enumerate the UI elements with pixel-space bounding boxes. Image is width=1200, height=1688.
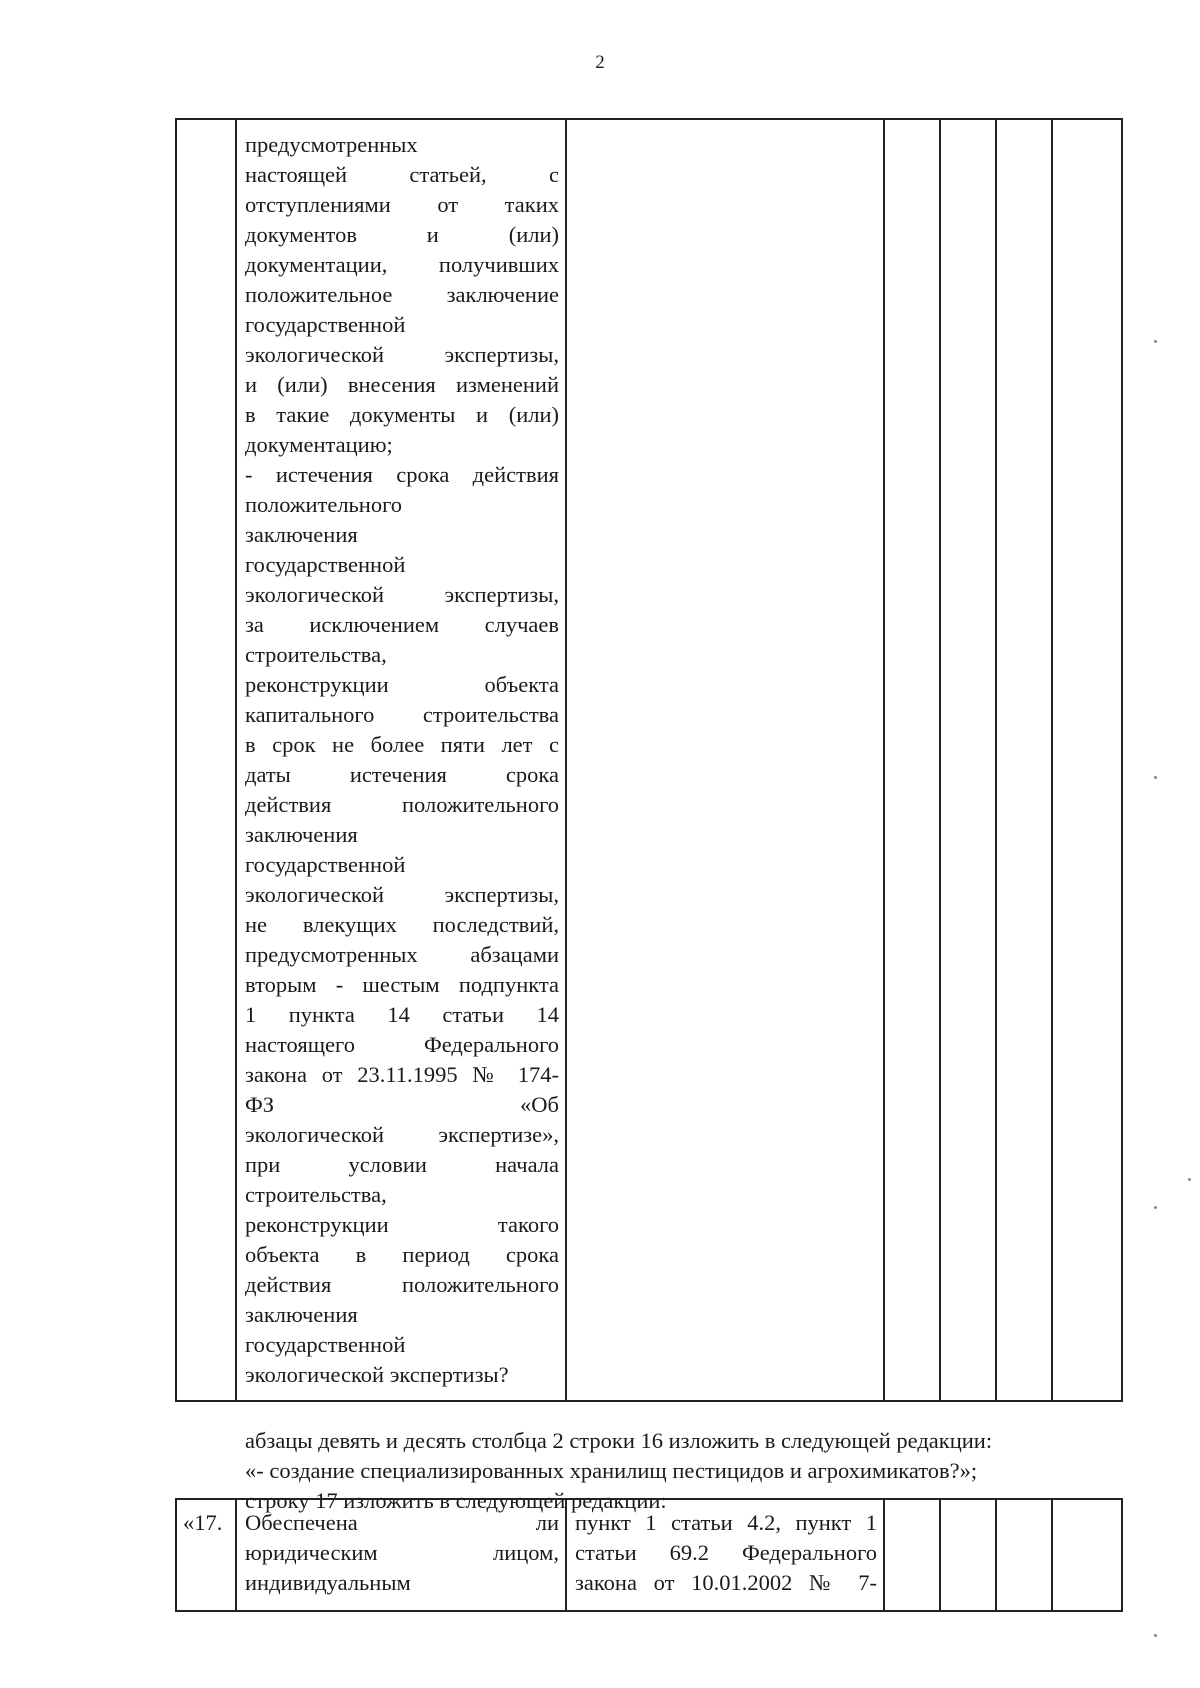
checklist-table-row-17 <box>175 1498 1123 1612</box>
text-line: пункт 1 статьи 4.2, пункт 1 <box>575 1510 877 1535</box>
answer-no-cell <box>940 119 996 1401</box>
text-line: юридическим лицом, <box>245 1540 559 1565</box>
text-line: за исключением случаев <box>245 612 559 637</box>
answer-na-cell <box>996 1499 1052 1611</box>
scan-speck <box>1154 1634 1157 1637</box>
text-line: экологической экспертизе», <box>245 1122 559 1147</box>
text-line: настоящего Федерального <box>245 1032 559 1057</box>
text-line: действия положительного <box>245 792 559 817</box>
legal-reference-text <box>567 1500 883 1602</box>
answer-yes-cell <box>884 119 940 1401</box>
text-line: ФЗ «Об <box>245 1092 559 1117</box>
text-line: государственной <box>245 552 406 577</box>
text-line: реконструкции такого <box>245 1212 559 1237</box>
text-line: заключения <box>245 522 358 547</box>
text-line: 1 пункта 14 статьи 14 <box>245 1002 559 1027</box>
text-line: индивидуальным <box>245 1570 411 1595</box>
amendment-instruction-1: абзацы девять и десять столбца 2 строки 16 изложить в следующей редакции: <box>245 1428 993 1453</box>
text-line: отступлениями от таких <box>245 192 559 217</box>
page-number: 2 <box>595 52 605 73</box>
legal-reference-cell <box>566 1499 884 1611</box>
text-line: закона от 23.11.1995 № 174- <box>245 1062 559 1087</box>
answer-no-cell <box>940 1499 996 1611</box>
text-line: строительства, <box>245 642 387 667</box>
text-line: документации, получивших <box>245 252 559 277</box>
text-line: при условии начала <box>245 1152 559 1177</box>
row-number-cell <box>176 1499 236 1611</box>
checklist-table-continuation <box>175 118 1123 1402</box>
text-line: заключения <box>245 1302 358 1327</box>
text-line: строительства, <box>245 1182 387 1207</box>
text-line: не влекущих последствий, <box>245 912 559 937</box>
legal-reference-cell <box>566 119 884 1401</box>
text-line: в такие документы и (или) <box>245 402 559 427</box>
amendment-instruction-2: «- создание специализированных хранилищ пестицидов и агрохимикатов?»; <box>245 1458 978 1483</box>
scan-speck <box>1188 1178 1191 1181</box>
text-line: - истечения срока действия <box>245 462 559 487</box>
text-line: действия положительного <box>245 1272 559 1297</box>
question-text <box>237 120 565 1394</box>
text-line: положительное заключение <box>245 282 559 307</box>
text-line: предусмотренных абзацами <box>245 942 559 967</box>
text-line: положительного <box>245 492 403 517</box>
text-line: документацию; <box>245 432 393 457</box>
text-line: закона от 10.01.2002 № 7- <box>575 1570 877 1595</box>
scan-speck <box>1154 776 1157 779</box>
text-line: предусмотренных <box>245 132 418 157</box>
question-cell <box>236 1499 566 1611</box>
text-line: экологической экспертизы, <box>245 582 559 607</box>
text-line: вторым - шестым подпункта <box>245 972 559 997</box>
question-cell <box>236 119 566 1401</box>
text-line: и (или) внесения изменений <box>245 372 559 397</box>
text-line: государственной <box>245 852 406 877</box>
scan-speck <box>1154 340 1157 343</box>
amendment-instruction-3: строку 17 изложить в следующей редакции: <box>245 1488 667 1513</box>
text-line: даты истечения срока <box>245 762 559 787</box>
text-line: Обеспечена ли <box>245 1510 559 1535</box>
text-line: государственной <box>245 312 406 337</box>
text-line: заключения <box>245 822 358 847</box>
text-line: экологической экспертизы? <box>245 1362 509 1387</box>
row-number: «17. <box>183 1510 223 1535</box>
text-line: капитального строительства <box>245 702 559 727</box>
text-line: экологической экспертизы, <box>245 882 559 907</box>
text-line: настоящей статьей, с <box>245 162 559 187</box>
text-line: документов и (или) <box>245 222 559 247</box>
scan-speck <box>1154 1206 1157 1209</box>
note-cell <box>1052 1499 1122 1611</box>
text-line: экологической экспертизы, <box>245 342 559 367</box>
text-line: объекта в период срока <box>245 1242 559 1267</box>
note-cell <box>1052 119 1122 1401</box>
answer-na-cell <box>996 119 1052 1401</box>
text-line: в срок не более пяти лет с <box>245 732 559 757</box>
row-number-cell <box>176 119 236 1401</box>
text-line: статьи 69.2 Федерального <box>575 1540 877 1565</box>
text-line: государственной <box>245 1332 406 1357</box>
question-text <box>237 1500 565 1602</box>
answer-yes-cell <box>884 1499 940 1611</box>
text-line: реконструкции объекта <box>245 672 559 697</box>
